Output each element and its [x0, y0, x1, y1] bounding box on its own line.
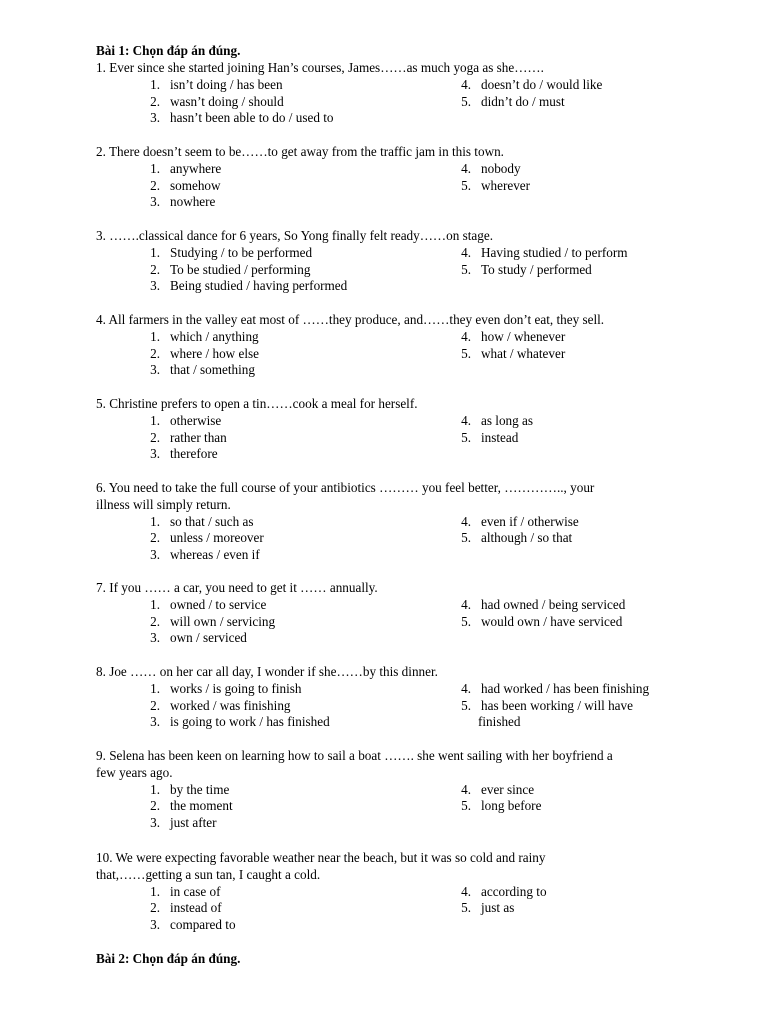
option-number: 2. — [150, 798, 160, 814]
question-text: 10. We were expecting favorable weather near the beach, but it was so cold and rainy — [96, 850, 546, 865]
option-number: 3. — [150, 110, 160, 126]
option-text: that / something — [170, 362, 255, 378]
option-number: 5. — [461, 177, 471, 193]
option-number: 2. — [150, 177, 160, 193]
question-text: 7. If you …… a car, you need to get it …… annually. — [96, 580, 378, 595]
option-text: where / how else — [170, 345, 259, 361]
question-text: 6. You need to take the full course of your antibiotics ……… you feel better, ………….., your — [96, 480, 595, 495]
option-number: 3. — [150, 815, 160, 831]
option-text: Having studied / to perform — [481, 244, 628, 260]
option-number: 3. — [150, 194, 160, 210]
option-text: otherwise — [170, 412, 222, 428]
option-text: nobody — [481, 160, 521, 176]
option-text: would own / have serviced — [481, 613, 623, 629]
option-number: 2. — [150, 261, 160, 277]
option-text: To be studied / performing — [170, 261, 311, 277]
option-text: according to — [481, 883, 547, 899]
option-number: 2. — [150, 900, 160, 916]
option-text: own / serviced — [170, 630, 247, 646]
option-number: 1. — [150, 596, 160, 612]
option-text: in case of — [170, 883, 221, 899]
option-text: had worked / has been finishing — [481, 680, 650, 696]
option-text: will own / servicing — [170, 613, 276, 629]
question-7 — [96, 580, 676, 647]
option-text: even if / otherwise — [481, 513, 579, 529]
option-text: how / whenever — [481, 328, 566, 344]
option-text: has been working / will have — [481, 697, 633, 713]
option-number: 4. — [461, 328, 471, 344]
answer-options — [96, 681, 676, 731]
question-text: 1. Ever since she started joining Han’s courses, James……as much yoga as she……. — [96, 60, 544, 75]
option-number: 4. — [461, 883, 471, 899]
option-number: 3. — [150, 446, 160, 462]
option-text: Studying / to be performed — [170, 244, 313, 260]
option-number: 2. — [150, 697, 160, 713]
option-text: nowhere — [170, 194, 216, 210]
answer-options — [96, 245, 676, 295]
question-text: 9. Selena has been keen on learning how to sail a boat ……. she went sailing with her boyfriend a — [96, 748, 613, 763]
answer-options — [96, 161, 676, 211]
answer-options — [96, 413, 676, 463]
option-text: isn’t doing / has been — [170, 76, 283, 92]
option-number: 4. — [461, 244, 471, 260]
option-text: what / whatever — [481, 345, 566, 361]
option-number: 1. — [150, 883, 160, 899]
option-text: Being studied / having performed — [170, 278, 348, 294]
option-text: by the time — [170, 781, 230, 797]
option-number: 4. — [461, 680, 471, 696]
question-text: 4. All farmers in the valley eat most of ……they produce, and……they even don’t eat, they sell. — [96, 312, 605, 327]
option-number: 1. — [150, 412, 160, 428]
answer-options — [96, 782, 676, 832]
answer-options — [96, 597, 676, 647]
option-text: To study / performed — [481, 261, 592, 277]
option-number: 3. — [150, 917, 160, 933]
question-2 — [96, 144, 676, 211]
option-number: 1. — [150, 76, 160, 92]
question-text: that,……getting a sun tan, I caught a cold. — [96, 866, 321, 882]
option-text: hasn’t been able to do / used to — [170, 110, 334, 126]
option-number: 5. — [461, 345, 471, 361]
option-number: 2. — [150, 530, 160, 546]
option-number: 1. — [150, 680, 160, 696]
option-text: compared to — [170, 917, 236, 933]
option-number: 5. — [461, 798, 471, 814]
question-5 — [96, 396, 676, 463]
option-number: 5. — [461, 429, 471, 445]
option-number: 1. — [150, 160, 160, 176]
option-text: is going to work / has finished — [170, 714, 330, 730]
answer-options — [96, 329, 676, 379]
option-text: somehow — [170, 177, 221, 193]
option-text: although / so that — [481, 530, 573, 546]
answer-options — [96, 514, 676, 564]
option-number: 2. — [150, 613, 160, 629]
option-text: as long as — [481, 412, 534, 428]
option-number: 5. — [461, 613, 471, 629]
answer-options — [96, 77, 676, 127]
option-text: therefore — [170, 446, 218, 462]
option-text: anywhere — [170, 160, 222, 176]
option-text: whereas / even if — [170, 547, 260, 563]
option-text: wherever — [481, 177, 531, 193]
exercise-1-heading: Bài 1: Chọn đáp án đúng. — [96, 43, 241, 58]
option-number: 5. — [461, 697, 471, 713]
option-number: 4. — [461, 781, 471, 797]
option-number: 3. — [150, 362, 160, 378]
option-text: wasn’t doing / should — [170, 93, 284, 109]
question-4 — [96, 312, 676, 379]
option-text: had owned / being serviced — [481, 596, 626, 612]
option-number: 5. — [461, 900, 471, 916]
option-text: finished — [478, 714, 521, 730]
option-number: 1. — [150, 328, 160, 344]
option-text: instead — [481, 429, 519, 445]
option-text: ever since — [481, 781, 535, 797]
option-number: 1. — [150, 513, 160, 529]
option-number: 5. — [461, 530, 471, 546]
option-number: 4. — [461, 412, 471, 428]
option-number: 4. — [461, 596, 471, 612]
option-number: 2. — [150, 345, 160, 361]
option-text: rather than — [170, 429, 227, 445]
question-1 — [96, 60, 676, 127]
option-number: 1. — [150, 244, 160, 260]
question-text: few years ago. — [96, 764, 173, 780]
option-number: 1. — [150, 781, 160, 797]
option-text: the moment — [170, 798, 233, 814]
option-text: just as — [481, 900, 515, 916]
answer-options — [96, 884, 676, 934]
option-number: 2. — [150, 93, 160, 109]
option-text: worked / was finishing — [170, 697, 291, 713]
option-number: 5. — [461, 93, 471, 109]
question-text: 2. There doesn’t seem to be……to get away from the traffic jam in this town. — [96, 144, 504, 159]
question-10 — [96, 850, 676, 934]
question-text: 3. …….classical dance for 6 years, So Yong finally felt ready……on stage. — [96, 228, 493, 243]
question-6 — [96, 480, 676, 564]
option-number: 3. — [150, 630, 160, 646]
option-text: which / anything — [170, 328, 259, 344]
question-text: illness will simply return. — [96, 496, 231, 512]
option-text: didn’t do / must — [481, 93, 565, 109]
option-number: 4. — [461, 513, 471, 529]
question-3 — [96, 228, 676, 295]
question-text: 5. Christine prefers to open a tin……cook a meal for herself. — [96, 396, 418, 411]
question-8 — [96, 664, 676, 731]
option-number: 2. — [150, 429, 160, 445]
option-number: 4. — [461, 160, 471, 176]
option-text: owned / to service — [170, 596, 267, 612]
option-text: so that / such as — [170, 513, 254, 529]
option-number: 3. — [150, 714, 160, 730]
option-text: instead of — [170, 900, 222, 916]
option-text: just after — [170, 815, 217, 831]
option-text: works / is going to finish — [170, 680, 302, 696]
option-text: long before — [481, 798, 542, 814]
option-text: unless / moreover — [170, 530, 264, 546]
option-number: 3. — [150, 547, 160, 563]
option-text: doesn’t do / would like — [481, 76, 603, 92]
question-9 — [96, 748, 676, 832]
option-number: 5. — [461, 261, 471, 277]
option-number: 3. — [150, 278, 160, 294]
option-number: 4. — [461, 76, 471, 92]
exercise-2-heading: Bài 2: Chọn đáp án đúng. — [96, 951, 241, 966]
question-text: 8. Joe …… on her car all day, I wonder if she……by this dinner. — [96, 664, 438, 679]
